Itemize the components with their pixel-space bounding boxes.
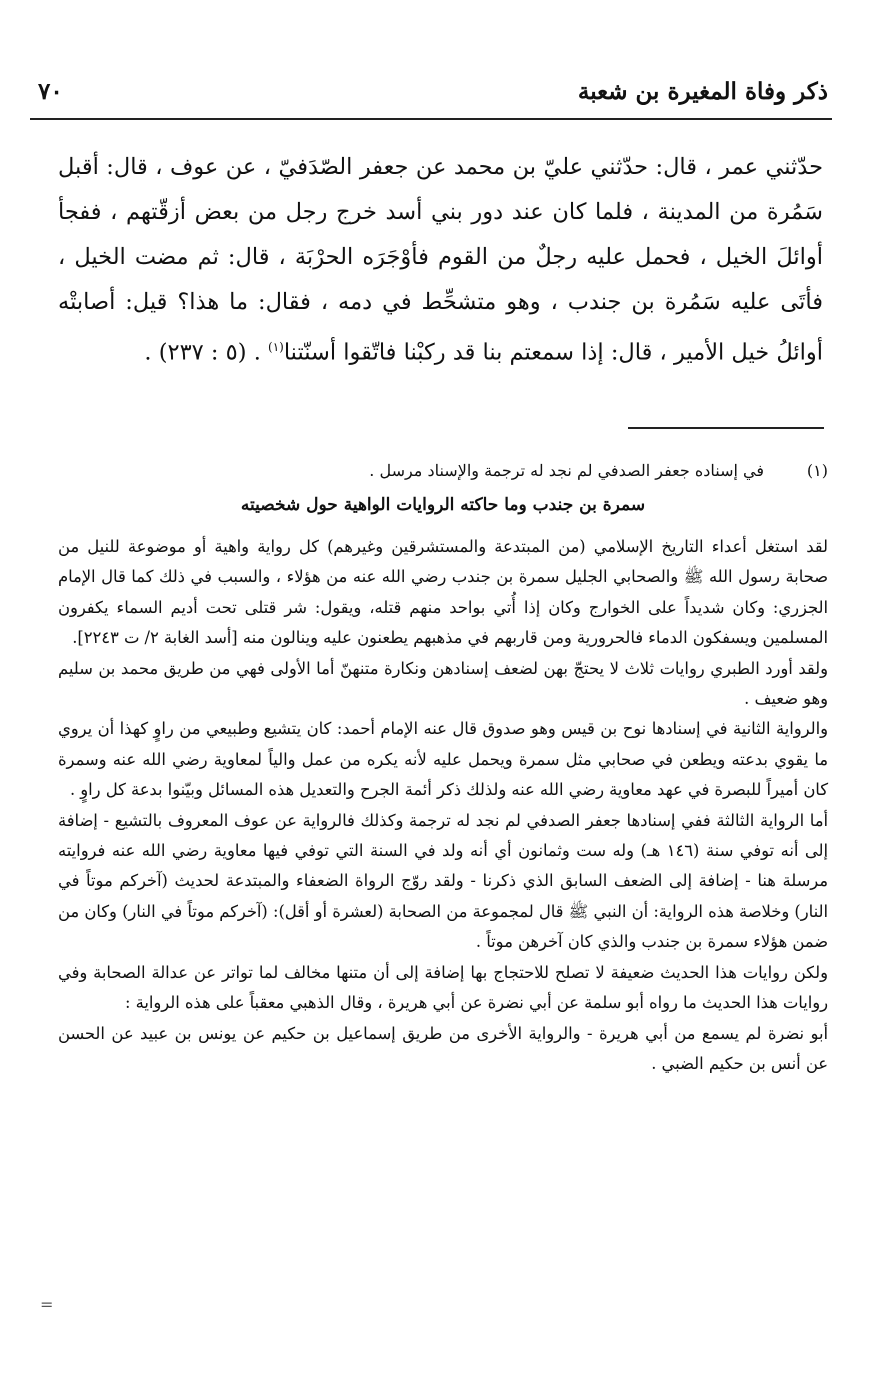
narration-source-reference: . (٥ : ٢٣٧) . bbox=[144, 339, 268, 366]
page-number: ٧٠ bbox=[38, 78, 63, 105]
commentary-paragraph: أبو نضرة لم يسمع من أبي هريرة - والرواية الأخرى من طريق إسماعيل بن حكيم عن يونس بن عبيد عن الحسن عن أنس بن حكيم الضبي . bbox=[58, 1023, 828, 1073]
commentary-paragraph: لقد استغل أعداء التاريخ الإسلامي (من المبتدعة والمستشرقين وغيرهم) كل رواية واهية أو موضوعة للنيل من صحابة رسول الله ﷺ والصحابي الجليل سمرة بن جندب رضي الله عنه من هؤلاء ، والسبب في ذلك كما قال الإمام الجزري: وكان شديداً على الخوارج وكان إذا أُتي بواحد منهم قتله، ويقول: شر قتلى تحت أديم السماء يكفرون المسلمين ويسفكون الدماء فالحرورية ومن قاربهم في مذهبهم يطعنون عليه وينالون منه [أسد الغابة ٢/ ت ٢٢٤٣]. bbox=[58, 537, 828, 648]
running-title: ذكر وفاة المغيرة بن شعبة bbox=[577, 78, 828, 105]
margin-mark: = bbox=[40, 1295, 54, 1314]
footnote-reference: (١) bbox=[268, 340, 284, 354]
main-narration bbox=[58, 145, 823, 376]
narration-body: حدّثني عمر ، قال: حدّثني عليّ بن محمد عن جعفر الصّدَفيّ ، عن عوف ، قال: أقبل سَمُرة من المدينة ، فلما كان عند دور بني أسد خرج رجل من بعض أزقّتهم ، ففجأ أوائلَ الخيل ، فحمل عليه رجلٌ من القوم فأوْجَرَه الحرْبَة ، قال: ثم مضت الخيل ، فأتَى عليه سَمُرة بن جندب ، وهو متشحِّط في دمه ، فقال: ما هذا؟ قيل: أصابتْه أوائلُ خيل الأمير ، قال: إذا سمعتم بنا قد ركبْنا فاتّقوا أسنّتنا bbox=[58, 154, 823, 366]
commentary-paragraph: ولكن روايات هذا الحديث ضعيفة لا تصلح للاحتجاج بها إضافة إلى أن متنها مخالف لما تواتر عن عدالة الصحابة وفي روايات هذا الحديث ما رواه أبو سلمة عن أبي نضرة عن أبي هريرة ، وقال الذهبي معقباً على هذه الرواية : bbox=[58, 962, 828, 1013]
footnote-number: (١) bbox=[806, 461, 828, 480]
commentary-section bbox=[58, 532, 828, 1079]
footnote bbox=[58, 456, 828, 486]
commentary-paragraph: أما الرواية الثالثة ففي إسنادها جعفر الصدفي لم نجد له ترجمة وكذلك فالرواية عن عوف المعروف بالتشيع - إضافة إلى أنه توفي سنة (١٤٦ هـ) وله ست وثمانون أي أنه ولد في السنة التي توفي فيها معاوية رضي الله عنه فروايته مرسلة هنا - إضافة إلى الضعف السابق الذي ذكرنا - ولقد روّج الرواة الضعفاء والمبتدعة لحديث (آخركم موتاً في النار) وخلاصة هذه الرواية: أن النبي ﷺ قال لمجموعة من الصحابة (لعشرة أو أقل): (آخركم موتاً في النار) وكان من ضمن هؤلاء سمرة بن جندب والذي كان آخرهن موتاً . bbox=[58, 810, 828, 952]
page-header bbox=[38, 68, 828, 116]
footnote-divider bbox=[628, 427, 824, 429]
commentary-paragraph: والرواية الثانية في إسنادها نوح بن قيس وهو صدوق قال عنه الإمام أحمد: كان يتشيع وطبيعي من راوٍ كهذا أن يروي ما يقوي بدعته ويطعن في صحابي مثل سمرة ويحمل عليه لأنه يكره من عمل والياً لمعاوية رضي الله عنه وسمرة كان أميراً للبصرة في عهد معاوية رضي الله عنه ولذلك ذكر أئمة الجرح والتعديل هذه المسائل وبيّنوا بدعة كل راوٍ . bbox=[58, 719, 828, 800]
footnote-text: في إسناده جعفر الصدفي لم نجد له ترجمة والإسناد مرسل . bbox=[369, 461, 764, 480]
header-divider bbox=[30, 118, 832, 120]
section-heading: سمرة بن جندب وما حاكته الروايات الواهية حول شخصيته bbox=[240, 495, 646, 515]
commentary-paragraph: ولقد أورد الطبري روايات ثلاث لا يحتجّ بهن لضعف إسنادهن ونكارة متنهنّ أما الأولى فهي من طريق محمد بن سليم وهو ضعيف . bbox=[58, 658, 828, 709]
